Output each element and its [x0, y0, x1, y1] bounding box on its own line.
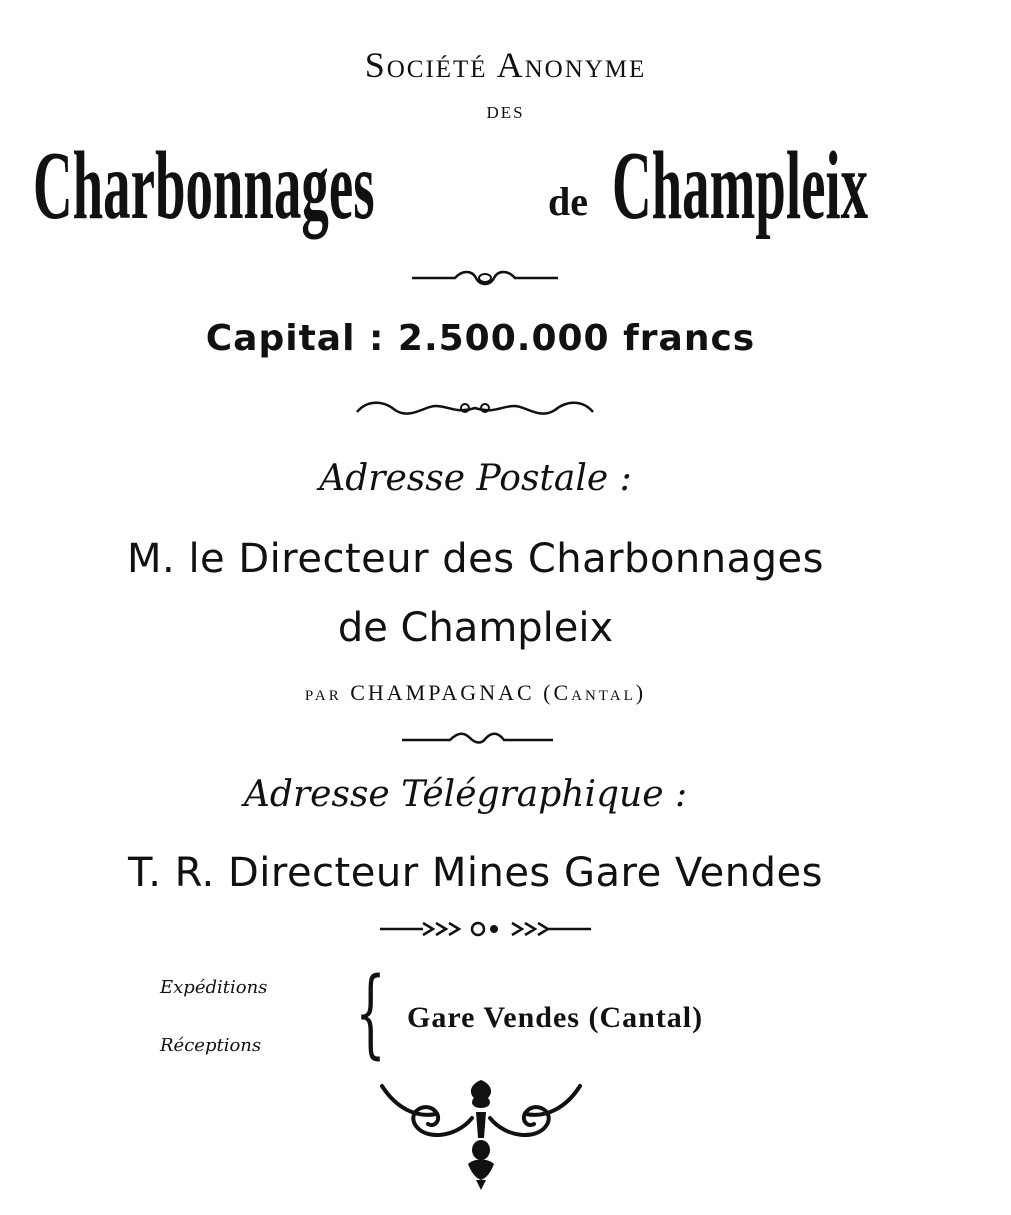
- company-type-heading: Société Anonyme: [364, 45, 647, 85]
- postal-address-line-3: par CHAMPAGNAC (Cantal): [304, 680, 647, 705]
- grouping-brace: {: [355, 957, 386, 1069]
- divider-ornament-1: [410, 265, 560, 291]
- title-charbonnages: Charbonnages: [33, 132, 375, 240]
- des-word: des: [486, 98, 525, 124]
- expeditions-label: Expéditions: [160, 977, 268, 998]
- telegraphic-address-line: T. R. Directeur Mines Gare Vendes: [128, 850, 823, 896]
- telegraphic-address-heading: Adresse Télégraphique :: [243, 774, 688, 815]
- divider-ornament-4: [378, 918, 593, 940]
- fleuron-ornament-icon: [376, 1078, 586, 1190]
- postal-address-heading: Adresse Postale :: [319, 458, 632, 499]
- title-champleix: Champleix: [612, 132, 869, 240]
- title-de: de: [548, 179, 588, 224]
- capital-statement: Capital : 2.500.000 francs: [205, 318, 756, 359]
- shipping-station: Gare Vendes (Cantal): [407, 1001, 704, 1034]
- divider-ornament-2: [355, 394, 595, 422]
- divider-ornament-3: [400, 728, 555, 748]
- company-name-title: [0, 130, 1011, 240]
- shipping-block: [0, 957, 1011, 1069]
- receptions-label: Réceptions: [160, 1035, 262, 1056]
- postal-address-line-1: M. le Directeur des Charbonnages: [127, 536, 824, 582]
- postal-address-line-2: de Champleix: [337, 605, 614, 651]
